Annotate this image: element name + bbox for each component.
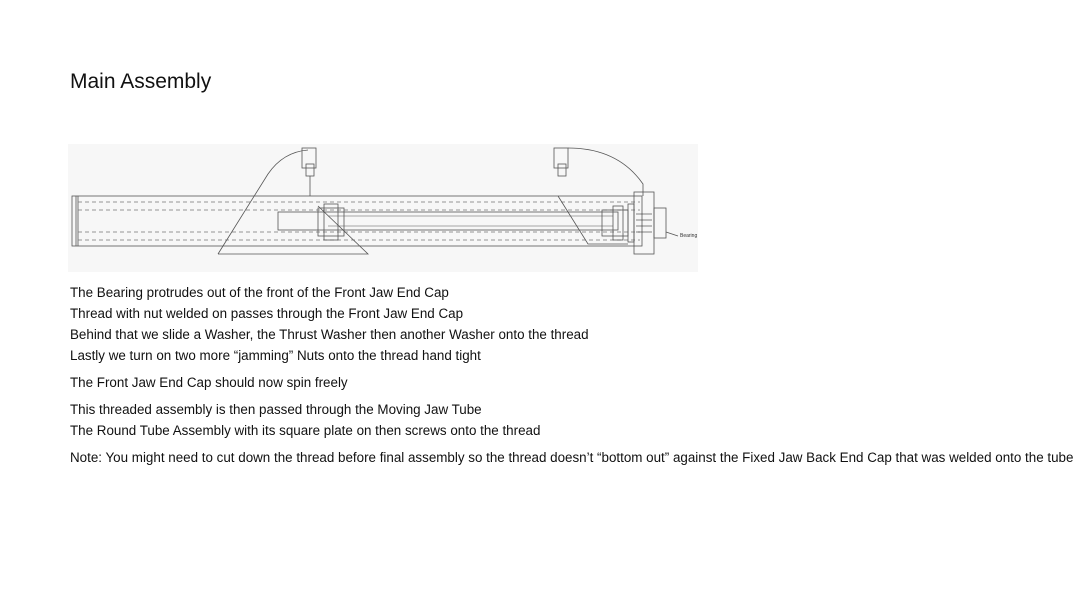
page-title: Main Assembly xyxy=(70,70,212,93)
text-line: Behind that we slide a Washer, the Thrust Washer then another Washer onto the thread xyxy=(70,327,589,342)
text-line: The Round Tube Assembly with its square plate on then screws onto the thread xyxy=(70,423,541,438)
drawing-background xyxy=(68,144,698,272)
paragraph-spin-check xyxy=(70,372,710,393)
paragraph-assembly-steps xyxy=(70,282,710,366)
note-text: Note: You might need to cut down the thread before final assembly so the thread doesn’t “bottom out” against the Fixed Jaw Back End Cap that was welded onto the tube xyxy=(70,450,1073,465)
text-line: Lastly we turn on two more “jamming” Nuts onto the thread hand tight xyxy=(70,348,481,363)
text-line: This threaded assembly is then passed through the Moving Jaw Tube xyxy=(70,402,482,417)
paragraph-tube-assembly xyxy=(70,399,710,441)
assembly-drawing xyxy=(68,144,698,272)
text-line: Thread with nut welded on passes through the Front Jaw End Cap xyxy=(70,306,464,321)
body-text xyxy=(70,282,1073,474)
bearing-label: Bearing xyxy=(680,233,698,239)
text-line: The Front Jaw End Cap should now spin freely xyxy=(70,375,348,390)
text-line: The Bearing protrudes out of the front of the Front Jaw End Cap xyxy=(70,285,449,300)
paragraph-note xyxy=(70,447,1073,468)
